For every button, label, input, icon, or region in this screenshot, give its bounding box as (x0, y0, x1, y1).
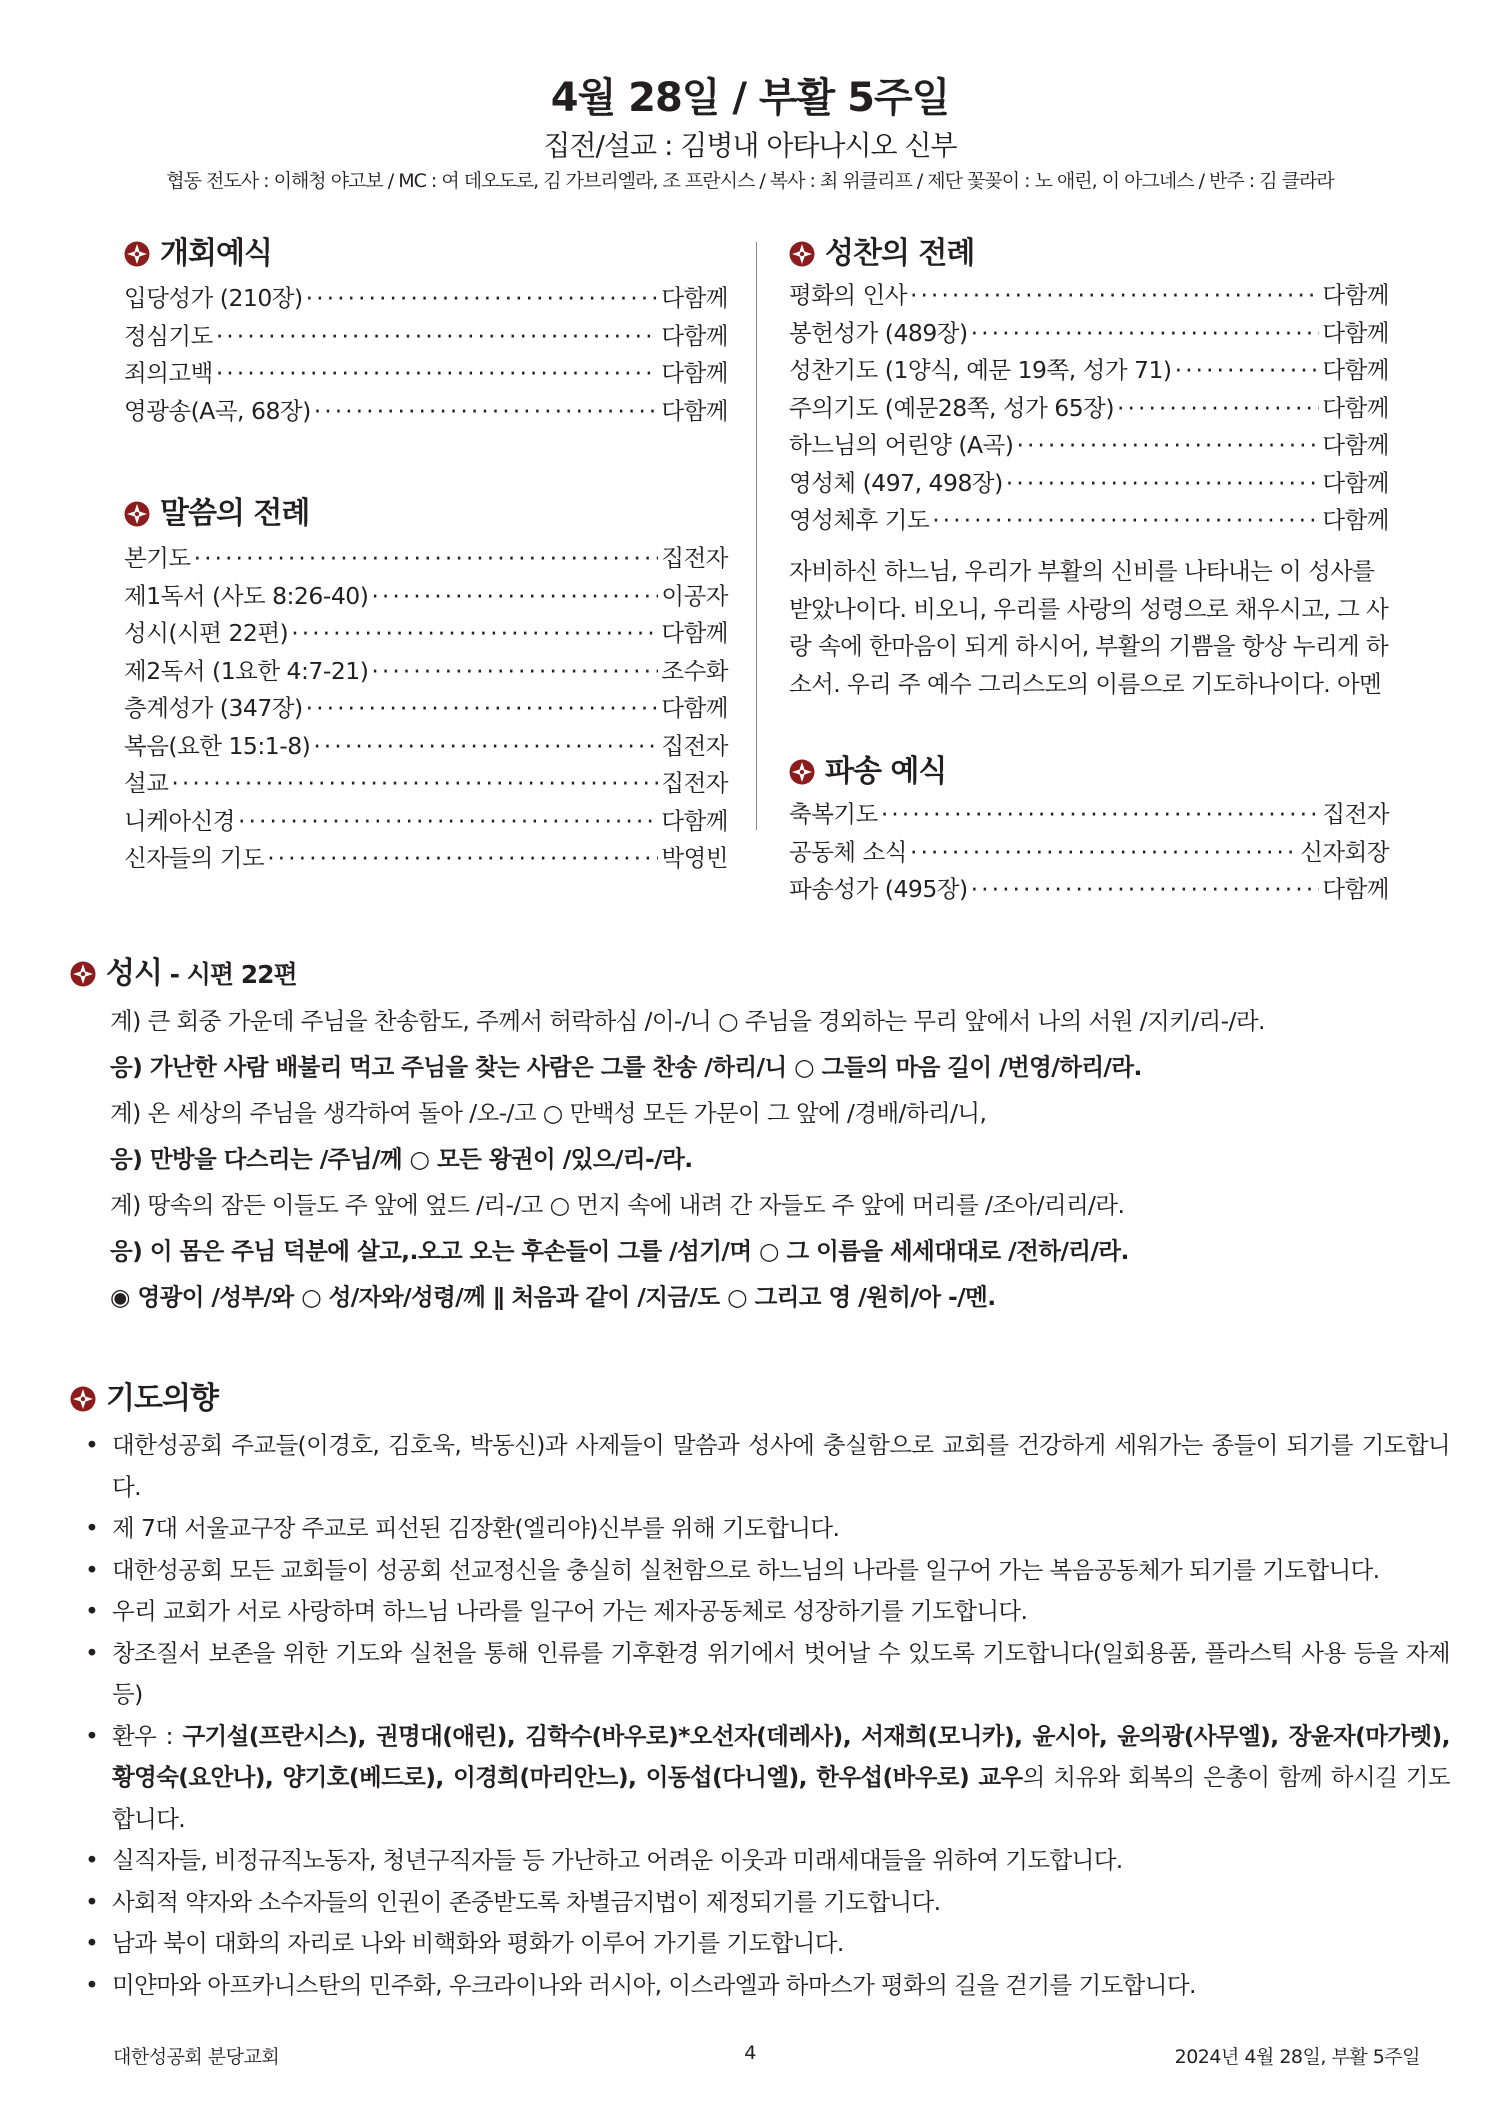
order-item-label: 본기도 (124, 544, 191, 572)
psalm-line: 계) 온 세상의 주님을 생각하여 돌아 /오-/고 ○ 만백성 모든 가문이 그 앞에 /경배/하리/니, (110, 1099, 987, 1127)
order-item (124, 614, 728, 652)
order-item-label: 제1독서 (사도 8:26-40) (124, 581, 369, 610)
order-item (124, 764, 728, 802)
order-item (124, 279, 728, 317)
order-item-leader: 집전자 (1322, 800, 1389, 828)
staff-line: 협동 전도사 : 이해청 야고보 / MC : 여 데오도로, 김 가브리엘라, 조 프란시스 / 복사 : 최 위클리프 / 제단 꽃꽂이 : 노 애린, 이 아그네스 / 반주 : 김 클라라 (166, 170, 1334, 192)
order-item-label: 영성체후 기도 (789, 506, 930, 534)
order-item-label: 니케아신경 (124, 806, 236, 835)
order-item (789, 351, 1389, 389)
order-item-leader: 이공자 (661, 581, 728, 610)
order-item-leader: 집전자 (661, 769, 728, 797)
prayer-item: • 우리 교회가 서로 사랑하며 하느님 나라를 일구어 가는 제자공동체로 성장하기를 기도합니다. (85, 1597, 1028, 1625)
order-item-label: 복음(요한 15:1-8) (124, 731, 311, 760)
dismissal-heading-text: 파송 예식 (825, 754, 947, 789)
order-item-label: 영성체 (497, 498장) (789, 468, 1003, 497)
order-item-label: 설교 (124, 769, 169, 797)
prayer-item: • 실직자들, 비정규직노동자, 청년구직자들 등 가난하고 어려운 이웃과 미래세대들을 위하여 기도합니다. (85, 1846, 1123, 1874)
order-item-leader: 다함께 (661, 396, 728, 425)
gathering-heading-text: 개회예식 (160, 236, 272, 271)
dot-leader (971, 319, 1320, 347)
order-item-leader: 다함께 (1322, 318, 1389, 347)
order-item-leader: 다함께 (1322, 875, 1389, 903)
order-item-leader: 다함께 (661, 694, 728, 722)
dot-leader (267, 844, 658, 872)
order-item (789, 314, 1389, 352)
cross-icon (70, 1386, 96, 1412)
order-item (124, 577, 728, 615)
order-item (789, 870, 1389, 908)
order-item (789, 464, 1389, 502)
order-item-label: 축복기도 (789, 800, 878, 828)
cross-icon (789, 759, 815, 785)
prayer-item: • 대한성공회 주교들(이경호, 김호욱, 박동신)과 사제들이 말씀과 성사에 충실함으로 교회를 건강하게 세워가는 종들이 되기를 기도합니다. (85, 1431, 1450, 1501)
order-item (124, 689, 728, 727)
order-item (789, 389, 1389, 427)
order-item-leader: 다함께 (1322, 393, 1389, 422)
dismissal-heading (789, 746, 946, 790)
order-item-label: 성찬기도 (1양식, 예문 19쪽, 성가 71) (789, 356, 1172, 384)
dot-leader (1006, 469, 1320, 497)
order-item-leader: 다함께 (661, 321, 728, 350)
prayer-item: • 대한성공회 모든 교회들이 성공회 선교정신을 충실히 실천함으로 하느님의 나라를 일구어 가는 복음공동체가 되기를 기도합니다. (85, 1555, 1380, 1584)
prayer-item: • 창조질서 보존을 위한 기도와 실천을 통해 인류를 기후환경 위기에서 벗어날 수 있도록 기도합니다(일회용품, 플라스틱 사용 등을 자제 등) (85, 1638, 1450, 1708)
sick-names: 구기설(프란시스), 권명대(애린), 김학수(바우로)*오선자(데레사), 서재희(모니카), 윤시아, 윤의광(사무엘), 장윤자(마가렛), 황영숙(요안나), 양기호(베드로), 이경희(마리안느), 이동섭(다니엘), 한우섭(바우로) 교우 (112, 1721, 1450, 1791)
page-title: 4월 28일 / 부활 5주일 (550, 75, 950, 121)
prayers-heading-text: 기도의향 (106, 1381, 218, 1416)
footer-church: 대한성공회 분당교회 (113, 2046, 280, 2068)
footer-date: 2024년 4월 28일, 부활 5주일 (1174, 2046, 1420, 2068)
dismissal-list (789, 795, 1389, 908)
dot-leader (1175, 356, 1320, 384)
cross-icon (124, 241, 150, 267)
eucharist-list (789, 276, 1389, 539)
order-item (789, 833, 1389, 871)
psalm-line: 계) 땅속의 잠든 이들도 주 앞에 엎드 /리-/고 ○ 먼지 속에 내려 간 자들도 주 앞에 머리를 /조아/리리/라. (110, 1191, 1125, 1219)
order-item-label: 정심기도 (124, 321, 213, 350)
psalm-line: ◉ 영광이 /성부/와 ○ 성/자와/성령/께 ∥ 처음과 같이 /지금/도 ○ 그리고 영 /원히/아 -/멘. (110, 1283, 996, 1311)
order-item-leader: 조수화 (661, 656, 728, 685)
psalm-subheading: - 시편 22편 (161, 960, 297, 989)
dot-leader (371, 582, 658, 610)
order-item-label: 봉헌성가 (489장) (789, 318, 968, 347)
order-item-leader: 신자회장 (1300, 837, 1389, 866)
order-item-label: 신자들의 기도 (124, 844, 265, 872)
dot-leader (971, 875, 1320, 903)
order-item-leader: 다함께 (661, 806, 728, 835)
eucharist-heading-text: 성찬의 전례 (825, 236, 975, 271)
psalm-lines (110, 1002, 1450, 1324)
psalm-heading (70, 948, 297, 992)
dot-leader (171, 769, 658, 797)
column-divider (756, 242, 757, 830)
dot-leader (1016, 431, 1319, 459)
dot-leader (314, 397, 659, 425)
order-item-leader: 다함께 (1322, 356, 1389, 384)
word-heading-text: 말씀의 전례 (160, 496, 310, 531)
order-item-label: 영광송(A곡, 68장) (124, 396, 311, 425)
order-item-leader: 집전자 (661, 731, 728, 760)
dot-leader (194, 544, 659, 572)
order-item (789, 795, 1389, 833)
celebrant-line: 집전/설교 : 김병내 아타나시오 신부 (543, 129, 957, 162)
prayer-item-sick: • 환우 : 구기설(프란시스), 권명대(애린), 김학수(바우로)*오선자(데레사), 서재희(모니카), 윤시아, 윤의광(사무엘), 장윤자(마가렛), 황영숙(요안나), 양기호(베드로), 이경희(마리안느), 이동섭(다니엘), 한우섭(바우로) 교우의 치유와 회복의 은총이 함께 하시길 기도합니다. (85, 1721, 1451, 1833)
psalm-line: 응) 만방을 다스리는 /주님/께 ○ 모든 왕권이 /있으/리-/라. (110, 1145, 693, 1173)
cross-icon (70, 961, 96, 987)
prayer-intentions (85, 1425, 1450, 2006)
order-item-leader: 다함께 (1322, 281, 1389, 309)
dot-leader (910, 281, 1319, 309)
order-item-leader: 다함께 (1322, 468, 1389, 497)
word-heading (124, 488, 309, 532)
order-item-label: 공동체 소식 (789, 837, 907, 866)
prayer-item: • 제 7대 서울교구장 주교로 피선된 김장환(엘리야)신부를 위해 기도합니다. (85, 1514, 840, 1542)
dot-leader (881, 800, 1320, 828)
order-item-label: 층계성가 (347장) (124, 694, 303, 722)
post-communion-prayer: 자비하신 하느님, 우리가 부활의 신비를 나타내는 이 성사를 받았나이다. 비오니, 우리를 사랑의 성령으로 채우시고, 그 사랑 속에 한마음이 되게 하시어, 부활의 기쁨을 항상 누리게 하소서. 우리 주 예수 그리스도의 이름으로 기도하나이다. 아멘 (789, 557, 1389, 698)
dot-leader (306, 284, 659, 312)
gathering-list (124, 279, 728, 429)
psalm-heading-text: 성시 (106, 956, 162, 991)
dot-leader (291, 619, 658, 647)
page-number: 4 (744, 2042, 756, 2064)
cross-icon (789, 241, 815, 267)
order-item (124, 727, 728, 765)
dot-leader (1117, 394, 1319, 422)
dot-leader (216, 322, 659, 350)
order-item (124, 839, 728, 877)
order-item-leader: 다함께 (1322, 506, 1389, 534)
psalm-line: 응) 이 몸은 주님 덕분에 살고,.오고 오는 후손들이 그를 /섬기/며 ○ 그 이름을 세세대대로 /전하/리/라. (110, 1237, 1129, 1265)
dot-leader (306, 694, 659, 722)
order-item-label: 죄의고백 (124, 359, 213, 387)
dot-leader (216, 359, 659, 387)
prayer-item: • 남과 북이 대화의 자리로 나와 비핵화와 평화가 이루어 가기를 기도합니다. (85, 1929, 844, 1957)
order-item-label: 성시(시편 22편) (124, 619, 289, 647)
order-item-label: 하느님의 어린양 (A곡) (789, 431, 1014, 459)
order-item (124, 539, 728, 577)
order-item-leader: 집전자 (661, 544, 728, 572)
order-item (789, 501, 1389, 539)
order-item (124, 802, 728, 840)
cross-icon (124, 501, 150, 527)
order-item-label: 평화의 인사 (789, 281, 907, 309)
order-item-leader: 다함께 (661, 284, 728, 312)
order-item (124, 317, 728, 355)
order-item-label: 주의기도 (예문28쪽, 성가 65장) (789, 393, 1115, 422)
prayers-heading (70, 1373, 218, 1417)
order-item-label: 제2독서 (1요한 4:7-21) (124, 656, 369, 685)
dot-leader (238, 807, 658, 835)
order-item (789, 426, 1389, 464)
order-item-label: 파송성가 (495장) (789, 875, 968, 903)
order-item (124, 354, 728, 392)
order-item-leader: 다함께 (661, 359, 728, 387)
gathering-heading (124, 228, 272, 272)
dot-leader (910, 838, 1297, 866)
order-item (124, 392, 728, 430)
dot-leader (371, 657, 658, 685)
order-item (124, 652, 728, 690)
order-item-label: 입당성가 (210장) (124, 284, 303, 312)
psalm-line: 응) 가난한 사람 배불리 먹고 주님을 찾는 사람은 그를 찬송 /하리/니 ○ 그들의 마음 길이 /번영/하리/라. (110, 1053, 1142, 1081)
prayer-item: • 사회적 약자와 소수자들의 인권이 존중받도록 차별금지법이 제정되기를 기도합니다. (85, 1887, 941, 1916)
order-item-leader: 박영빈 (661, 844, 728, 872)
word-list (124, 539, 728, 877)
prayer-item: • 미얀마와 아프카니스탄의 민주화, 우크라이나와 러시아, 이스라엘과 하마스가 평화의 길을 걷기를 기도합니다. (85, 1970, 1196, 1999)
eucharist-heading (789, 228, 974, 272)
dot-leader (313, 732, 658, 760)
order-item (789, 276, 1389, 314)
order-item-leader: 다함께 (1322, 431, 1389, 459)
psalm-line: 계) 큰 회중 가운데 주님을 찬송함도, 주께서 허락하심 /이-/니 ○ 주님을 경외하는 무리 앞에서 나의 서원 /지키/리-/라. (110, 1007, 1265, 1035)
order-item-leader: 다함께 (661, 619, 728, 647)
dot-leader (932, 506, 1319, 534)
